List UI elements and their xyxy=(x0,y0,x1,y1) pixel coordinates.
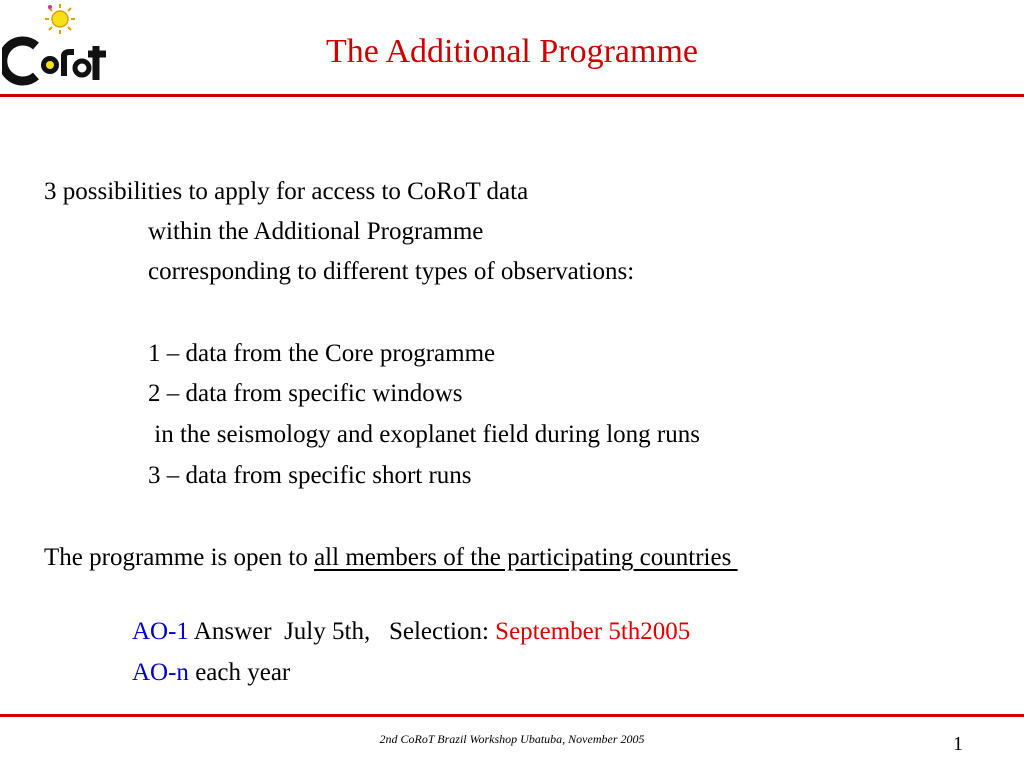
open-to-line xyxy=(44,543,738,573)
option-3: 3 – data from specific short runs xyxy=(148,462,472,489)
participating-countries: all members of the participating countries xyxy=(314,544,738,571)
option-1: 1 – data from the Core programme xyxy=(148,340,496,367)
option-2-detail: in the seismology and exoplanet field during long runs xyxy=(148,421,700,448)
ao1-line xyxy=(132,617,690,647)
ao1-selection-date: September 5th2005 xyxy=(495,618,691,645)
slide-title: The Additional Programme xyxy=(325,33,699,70)
intro-line-3: corresponding to different types of observations: xyxy=(148,258,635,285)
option-2: 2 – data from specific windows xyxy=(148,380,463,407)
intro-line: 3 possibilities to apply for access to CoRoT data xyxy=(44,178,529,205)
title-divider xyxy=(0,94,1024,97)
intro-line-2: within the Additional Programme xyxy=(148,218,484,245)
aon-text: each year xyxy=(188,659,291,686)
open-to-prefix: The programme is open to xyxy=(44,544,315,571)
ao1-label: AO-1 xyxy=(132,618,189,645)
footer-text: 2nd CoRoT Brazil Workshop Ubatuba, November 2005 xyxy=(379,732,645,746)
aon-label: AO-n xyxy=(132,659,189,686)
footer-divider xyxy=(0,714,1024,717)
aon-line xyxy=(132,658,290,688)
ao1-text: Answer July 5th, Selection: xyxy=(188,618,496,645)
logo-text: CoRoT xyxy=(2,2,5,3)
page-number: 1 xyxy=(953,733,963,755)
